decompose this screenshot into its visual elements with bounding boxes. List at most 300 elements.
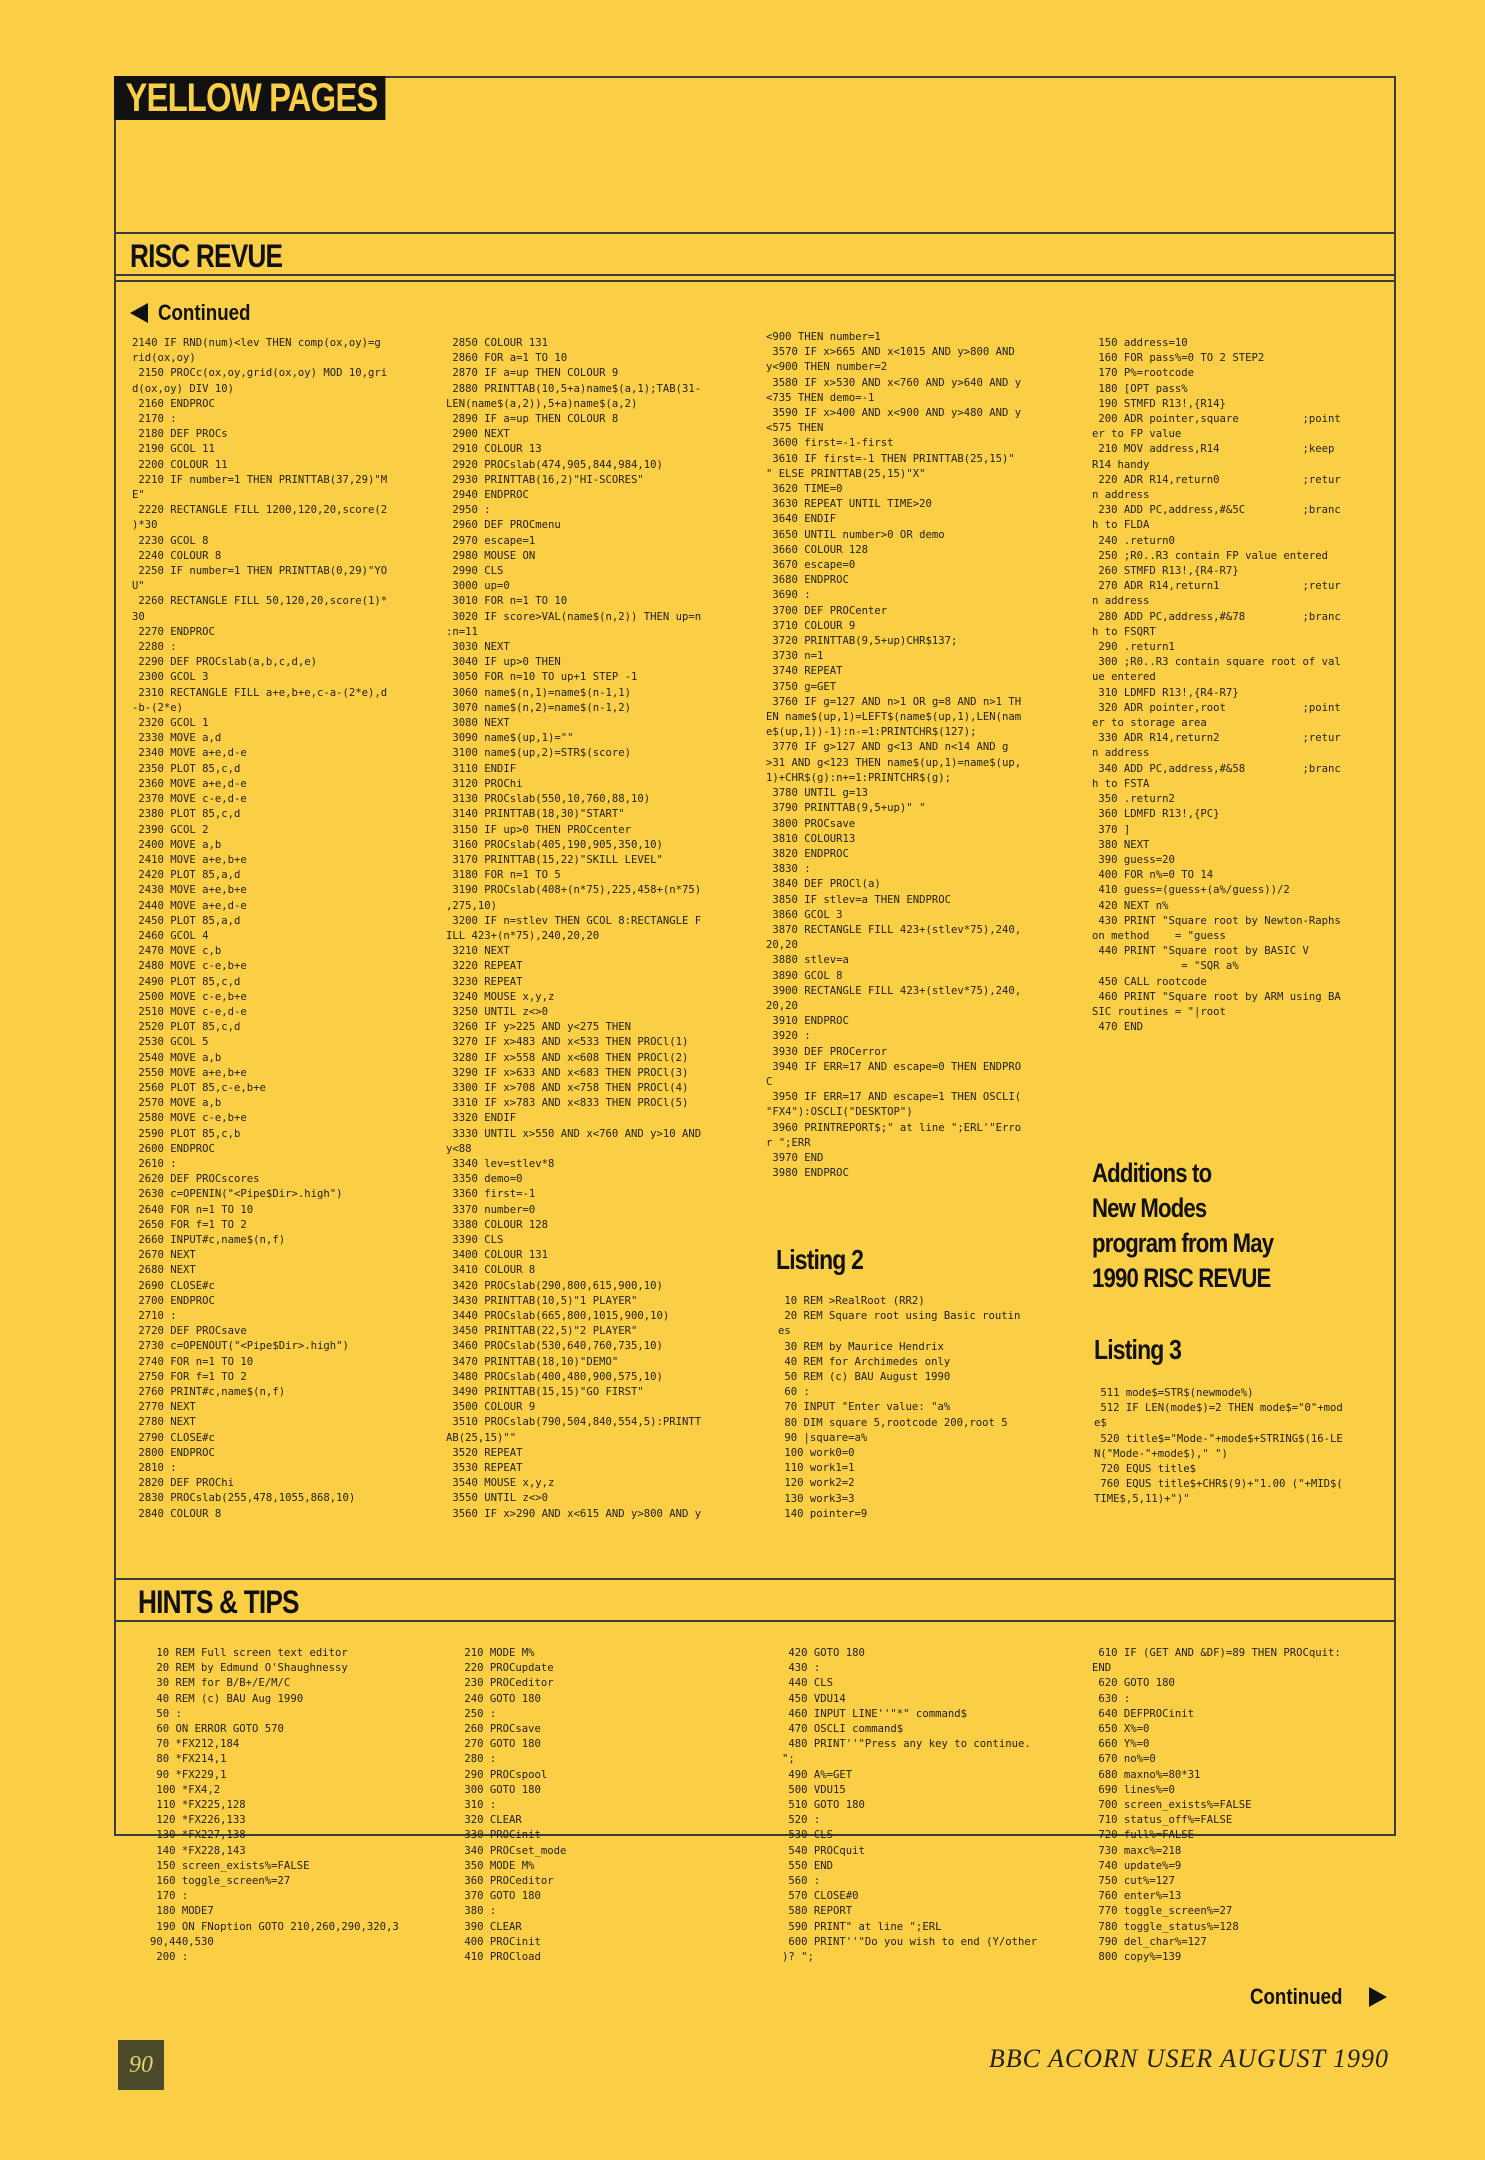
code-line: 3930 DEF PROCerror	[766, 1045, 888, 1058]
code-column-4	[1092, 336, 1388, 1035]
code-line: 2890 IF a=up THEN COLOUR 8	[446, 413, 619, 426]
code-line: 2270 ENDPROC	[132, 625, 215, 638]
code-line: h to FSTA	[1092, 777, 1150, 790]
code-line: 90 |square=a%	[778, 1431, 868, 1444]
code-line: 130 work3=3	[778, 1492, 855, 1505]
code-line: 20,20	[766, 939, 798, 952]
code-line: 2780 NEXT	[132, 1416, 196, 1429]
code-line: 2160 ENDPROC	[132, 397, 215, 410]
code-line: 2290 DEF PROCslab(a,b,c,d,e)	[132, 656, 317, 669]
code-line: 490 A%=GET	[782, 1768, 853, 1781]
code-line: 3070 name$(n,2)=name$(n-1,2)	[446, 701, 631, 714]
code-line: 50 REM (c) BAU August 1990	[778, 1371, 951, 1384]
code-line: <735 THEN demo=-1	[766, 391, 875, 404]
code-line: R14 handy	[1092, 458, 1150, 471]
code-line: 2140 IF RND(num)<lev THEN comp(ox,oy)=g	[132, 337, 381, 349]
code-line: 2870 IF a=up THEN COLOUR 9	[446, 367, 619, 380]
code-line: 2620 DEF PROCscores	[132, 1173, 260, 1186]
code-line: h to FLDA	[1092, 519, 1150, 532]
code-line: 290 .return1	[1092, 641, 1175, 654]
code-line: 3310 IF x>783 AND x<833 THEN PROCl(5)	[446, 1097, 689, 1110]
code-line: 50 :	[150, 1707, 182, 1720]
code-line: 2300 GCOL 3	[132, 671, 209, 684]
code-line: 30 REM for B/B+/E/M/C	[150, 1677, 291, 1690]
code-line: 3250 UNTIL z<>0	[446, 1005, 549, 1018]
code-line: 2520 PLOT 85,c,d	[132, 1021, 241, 1034]
code-line: 3880 stlev=a	[766, 954, 849, 967]
code-line: 100 *FX4,2	[150, 1783, 221, 1796]
code-line: 2440 MOVE a+e,d-e	[132, 899, 247, 912]
code-line: 3160 PROCslab(405,190,905,350,10)	[446, 838, 663, 851]
magazine-footer: BBC ACORN USER AUGUST 1990	[988, 2044, 1389, 2073]
code-line: 300 ;R0..R3 contain square root of val	[1092, 656, 1341, 669]
code-line: 3900 RECTANGLE FILL 423+(stlev*75),240,	[766, 984, 1022, 997]
code-line: 2930 PRINTTAB(16,2)"HI-SCORES"	[446, 473, 644, 486]
code-line: 2550 MOVE a+e,b+e	[132, 1066, 247, 1079]
code-line: 3950 IF ERR=17 AND escape=1 THEN OSCLI(	[766, 1091, 1022, 1104]
code-line: 3040 IF up>0 THEN	[446, 656, 561, 669]
code-line: 10 REM >RealRoot (RR2)	[778, 1295, 925, 1307]
code-line: 160 FOR pass%=0 TO 2 STEP2	[1092, 352, 1265, 365]
arrow-left-icon	[130, 303, 148, 323]
code-line: 720 EQUS title$	[1094, 1463, 1197, 1476]
code-line: 350 .return2	[1092, 793, 1175, 806]
code-line: 3980 ENDPROC	[766, 1167, 849, 1180]
code-line: 3470 PRINTTAB(18,10)"DEMO"	[446, 1355, 619, 1368]
code-line: n address	[1092, 489, 1150, 502]
code-line: 280 :	[458, 1753, 497, 1766]
code-line: n address	[1092, 747, 1150, 760]
code-line: 2770 NEXT	[132, 1401, 196, 1414]
code-line: 740 update%=9	[1092, 1859, 1182, 1872]
code-line: 3430 PRINTTAB(10,5)"1 PLAYER"	[446, 1294, 638, 1307]
code-line: 330 ADR R14,return2 ;retur	[1092, 732, 1341, 745]
code-line: 530 CLS	[782, 1829, 834, 1842]
code-line: er to FP value	[1092, 428, 1182, 441]
code-line: 140 *FX228,143	[150, 1844, 246, 1857]
code-line: 3510 PROCslab(790,504,840,554,5):PRINTT	[446, 1416, 702, 1429]
code-line: 3640 ENDIF	[766, 513, 837, 526]
code-line: 390 guess=20	[1092, 853, 1175, 866]
code-line: 2480 MOVE c-e,b+e	[132, 960, 247, 973]
code-line: 120 work2=2	[778, 1477, 855, 1490]
code-line: 640 DEFPROCinit	[1092, 1707, 1195, 1720]
code-line: 3770 IF g>127 AND g<13 AND n<14 AND g	[766, 741, 1009, 754]
code-line: 2410 MOVE a+e,b+e	[132, 853, 247, 866]
code-line: rid(ox,oy)	[132, 352, 196, 365]
code-line: 3800 PROCsave	[766, 817, 856, 830]
code-line: 2710 :	[132, 1310, 177, 1322]
code-column-2	[446, 336, 746, 1522]
code-line: 3790 PRINTTAB(9,5+up)" "	[766, 802, 926, 815]
code-line: 440 CLS	[782, 1677, 834, 1690]
code-line: ILL 423+(n*75),240,20,20	[446, 929, 600, 942]
code-line: 3850 IF stlev=a THEN ENDPROC	[766, 893, 951, 906]
code-line: 2730 c=OPENOUT("<Pipe$Dir>.high")	[132, 1340, 349, 1353]
code-line: 3090 name$(up,1)=""	[446, 732, 574, 745]
code-line: 370 GOTO 180	[458, 1890, 541, 1903]
code-line: ue entered	[1092, 671, 1156, 684]
code-line: 400 FOR n%=0 TO 14	[1092, 869, 1214, 882]
code-line: 2530 GCOL 5	[132, 1036, 209, 1049]
code-line: ";	[782, 1753, 795, 1766]
code-line: 2240 COLOUR 8	[132, 549, 222, 562]
code-line: 270 GOTO 180	[458, 1738, 541, 1751]
code-line: 30 REM by Maurice Hendrix	[778, 1340, 944, 1353]
code-line: 300 GOTO 180	[458, 1783, 541, 1796]
code-line: 10 REM Full screen text editor	[150, 1647, 348, 1659]
code-line: 3260 IF y>225 AND y<275 THEN	[446, 1021, 631, 1034]
code-line: 3620 TIME=0	[766, 483, 843, 496]
code-line: 2670 NEXT	[132, 1249, 196, 1262]
code-line: 480 PRINT''"Press any key to continue.	[782, 1738, 1031, 1751]
code-line: 40 REM (c) BAU Aug 1990	[150, 1692, 304, 1705]
code-line: 180 [OPT pass%	[1092, 382, 1188, 395]
code-line: 2700 ENDPROC	[132, 1294, 215, 1307]
code-line: 2680 NEXT	[132, 1264, 196, 1277]
listing-2-heading: Listing 2	[776, 1244, 864, 1275]
code-line: 2360 MOVE a+e,d-e	[132, 777, 247, 790]
code-line: TIME$,5,11)+")"	[1094, 1493, 1190, 1506]
code-line: 90,440,530	[150, 1935, 214, 1948]
code-line: C	[766, 1075, 773, 1088]
code-line: 360 PROCeditor	[458, 1875, 554, 1888]
code-line: 580 REPORT	[782, 1905, 853, 1918]
hints-code-column-2	[458, 1646, 748, 1965]
code-line: h to FSQRT	[1092, 625, 1156, 638]
code-line: 3590 IF x>400 AND x<900 AND y>480 AND y	[766, 407, 1022, 420]
code-line: 90 *FX229,1	[150, 1768, 227, 1781]
code-line: 80 DIM square 5,rootcode 200,root 5	[778, 1416, 1008, 1429]
code-line: 780 toggle_status%=128	[1092, 1920, 1239, 1933]
code-line: 590 PRINT" at line ";ERL	[782, 1920, 942, 1933]
code-line: 3520 REPEAT	[446, 1446, 523, 1459]
code-line: 2840 COLOUR 8	[132, 1507, 222, 1520]
code-line: 511 mode$=STR$(newmode%)	[1094, 1387, 1254, 1399]
risc-revue-heading: RISC REVUE	[130, 238, 283, 274]
code-line: 3730 n=1	[766, 650, 824, 663]
code-line: 2420 PLOT 85,a,d	[132, 869, 241, 882]
code-line: 100 work0=0	[778, 1447, 855, 1460]
code-line: 20,20	[766, 999, 798, 1012]
code-line: 3460 PROCslab(530,640,760,735,10)	[446, 1340, 663, 1353]
code-line: 2390 GCOL 2	[132, 823, 209, 836]
code-line: on method = "guess	[1092, 929, 1226, 942]
code-line: 2720 DEF PROCsave	[132, 1325, 247, 1338]
code-line: -b-(2*e)	[132, 701, 184, 714]
code-line: 140 pointer=9	[778, 1507, 868, 1520]
code-line: 2970 escape=1	[446, 534, 536, 547]
code-line: 250 :	[458, 1707, 497, 1720]
code-line: 720 full%=FALSE	[1092, 1829, 1195, 1842]
code-line: 730 maxc%=218	[1092, 1844, 1182, 1857]
code-line: 3030 NEXT	[446, 641, 510, 654]
code-line: 230 ADD PC,address,#&5C ;branc	[1092, 504, 1341, 517]
code-line: 600 PRINT''"Do you wish to end (Y/other	[782, 1935, 1038, 1948]
code-line: 520 :	[782, 1814, 821, 1827]
code-line: 690 lines%=0	[1092, 1783, 1175, 1796]
code-line: 150 screen_exists%=FALSE	[150, 1859, 310, 1872]
code-line: 2690 CLOSE#c	[132, 1279, 215, 1292]
code-line: 440 PRINT "Square root by BASIC V	[1092, 945, 1309, 958]
code-line: 2170 :	[132, 413, 177, 426]
code-line: 370 ]	[1092, 823, 1131, 836]
code-line: 3860 GCOL 3	[766, 908, 843, 921]
code-line: 320 CLEAR	[458, 1814, 522, 1827]
code-line: 500 VDU15	[782, 1783, 846, 1796]
code-line: 2500 MOVE c-e,b+e	[132, 990, 247, 1003]
code-line: 310 :	[458, 1799, 497, 1812]
code-line: >31 AND g<123 THEN name$(up,1)=name$(up,	[766, 756, 1022, 769]
code-line: 2820 DEF PROChi	[132, 1477, 235, 1490]
code-line: 512 IF LEN(mode$)=2 THEN mode$="0"+mod	[1094, 1402, 1343, 1415]
hints-code-column-3	[782, 1646, 1072, 1965]
code-line: 560 :	[782, 1875, 821, 1888]
code-line: 2740 FOR n=1 TO 10	[132, 1355, 254, 1368]
code-line: 160 toggle_screen%=27	[150, 1875, 291, 1888]
code-line: SIC routines = "|root	[1092, 1005, 1226, 1018]
code-line: 3580 IF x>530 AND x<760 AND y>640 AND y	[766, 376, 1022, 389]
code-line: 2250 IF number=1 THEN PRINTTAB(0,29)"YO	[132, 565, 388, 578]
code-line: 470 END	[1092, 1021, 1144, 1034]
hints-code-column-4	[1092, 1646, 1388, 1965]
code-line: 3130 PROCslab(550,10,760,88,10)	[446, 793, 651, 806]
code-line: 2590 PLOT 85,c,b	[132, 1127, 241, 1140]
code-line: 330 PROCinit	[458, 1829, 541, 1842]
code-line: n address	[1092, 595, 1150, 608]
code-line: 3340 lev=stlev*8	[446, 1157, 555, 1170]
code-line: 70 INPUT "Enter value: "a%	[778, 1401, 951, 1414]
code-line: 2320 GCOL 1	[132, 717, 209, 730]
code-line: 3680 ENDPROC	[766, 574, 849, 587]
code-line: 230 PROCeditor	[458, 1677, 554, 1690]
code-line: 3020 IF score>VAL(name$(n,2)) THEN up=n	[446, 610, 702, 623]
code-line: 30	[132, 610, 145, 623]
code-line: 3380 COLOUR 128	[446, 1218, 549, 1231]
code-line: EN name$(up,1)=LEFT$(name$(up,1),LEN(nam	[766, 711, 1022, 724]
code-line: 2570 MOVE a,b	[132, 1097, 222, 1110]
code-line: 2810 :	[132, 1462, 177, 1475]
code-line: 210 MODE M%	[458, 1647, 535, 1659]
code-line: e$	[1094, 1417, 1107, 1430]
code-line: 2920 PROCslab(474,905,844,984,10)	[446, 458, 663, 471]
code-line: 2910 COLOUR 13	[446, 443, 542, 456]
code-line: 2350 PLOT 85,c,d	[132, 762, 241, 775]
code-line: 2790 CLOSE#c	[132, 1431, 215, 1444]
code-line: 2900 NEXT	[446, 428, 510, 441]
code-line: 2580 MOVE c-e,b+e	[132, 1112, 247, 1125]
additions-line: Additions to	[1092, 1158, 1212, 1188]
code-line: e$(up,1))-1):n-=1:PRINTCHR$(127);	[766, 726, 977, 739]
code-line: 3840 DEF PROCl(a)	[766, 878, 881, 891]
code-line: 110 work1=1	[778, 1462, 855, 1475]
code-line: 3530 REPEAT	[446, 1462, 523, 1475]
code-line: 20 REM Square root using Basic routin	[778, 1310, 1021, 1323]
code-line: 3280 IF x>558 AND x<608 THEN PROCl(2)	[446, 1051, 689, 1064]
code-line: 3290 IF x>633 AND x<683 THEN PROCl(3)	[446, 1066, 689, 1079]
code-line: 3270 IF x>483 AND x<533 THEN PROCl(1)	[446, 1036, 689, 1049]
code-line: 460 PRINT "Square root by ARM using BA	[1092, 990, 1341, 1003]
code-line: 270 ADR R14,return1 ;retur	[1092, 580, 1341, 593]
code-line: 80 *FX214,1	[150, 1753, 227, 1766]
code-line: 2560 PLOT 85,c-e,b+e	[132, 1081, 266, 1094]
code-line: 3190 PROCslab(408+(n*75),225,458+(n*75)	[446, 884, 702, 897]
listing-2-code	[778, 1294, 1078, 1522]
code-line: 520 title$="Mode-"+mode$+STRING$(16-LE	[1094, 1432, 1343, 1445]
code-line: 130 *FX227,138	[150, 1829, 246, 1842]
code-line: 2210 IF number=1 THEN PRINTTAB(37,29)"M	[132, 473, 388, 486]
code-line: 1)+CHR$(g):n+=1:PRINTCHR$(g);	[766, 771, 951, 784]
code-line: 2380 PLOT 85,c,d	[132, 808, 241, 821]
code-line: 390 CLEAR	[458, 1920, 522, 1933]
code-line: 3080 NEXT	[446, 717, 510, 730]
code-line: 2650 FOR f=1 TO 2	[132, 1218, 247, 1231]
code-line: 40 REM for Archimedes only	[778, 1355, 951, 1368]
code-line: 710 status_off%=FALSE	[1092, 1814, 1233, 1827]
code-line: 2490 PLOT 85,c,d	[132, 975, 241, 988]
code-line: LEN(name$(a,2)),5+a)name$(a,2)	[446, 397, 638, 410]
code-line: 20 REM by Edmund O'Shaughnessy	[150, 1662, 348, 1675]
code-line: 3390 CLS	[446, 1233, 504, 1246]
code-line: 380 NEXT	[1092, 838, 1150, 851]
code-line: 790 del_char%=127	[1092, 1935, 1207, 1948]
code-line: 3780 UNTIL g=13	[766, 787, 869, 800]
code-line: 380 :	[458, 1905, 497, 1918]
code-line: :n=11	[446, 625, 478, 638]
code-line: 420 NEXT n%	[1092, 899, 1169, 912]
code-line: d(ox,oy) DIV 10)	[132, 382, 235, 395]
additions-line: New Modes	[1092, 1193, 1207, 1223]
code-line: 610 IF (GET AND &DF)=89 THEN PROCquit:	[1092, 1647, 1341, 1659]
code-line: 540 PROCquit	[782, 1844, 865, 1857]
code-line: 70 *FX212,184	[150, 1738, 240, 1751]
listing-3-code	[1094, 1386, 1390, 1508]
code-line: 450 CALL rootcode	[1092, 975, 1207, 988]
code-line: y<88	[446, 1142, 472, 1155]
code-line: 3100 name$(up,2)=STR$(score)	[446, 747, 631, 760]
code-line: 3660 COLOUR 128	[766, 543, 869, 556]
code-line: 2330 MOVE a,d	[132, 732, 222, 745]
code-line: 240 GOTO 180	[458, 1692, 541, 1705]
code-line: 3490 PRINTTAB(15,15)"GO FIRST"	[446, 1386, 644, 1399]
code-line: 2640 FOR n=1 TO 10	[132, 1203, 254, 1216]
code-line: 3120 PROChi	[446, 777, 523, 790]
code-line: " ELSE PRINTTAB(25,15)"X"	[766, 467, 926, 480]
code-line: 3000 up=0	[446, 580, 510, 593]
continued-label: Continued	[158, 300, 251, 325]
code-line: 3650 UNTIL number>0 OR demo	[766, 528, 945, 541]
code-line: 2370 MOVE c-e,d-e	[132, 793, 247, 806]
code-line: 2400 MOVE a,b	[132, 838, 222, 851]
code-line: 660 Y%=0	[1092, 1738, 1150, 1751]
code-line: 170 P%=rootcode	[1092, 367, 1195, 380]
code-line: 2950 :	[446, 504, 491, 517]
continued-marker-top	[130, 300, 267, 326]
code-line: 3440 PROCslab(665,800,1015,900,10)	[446, 1310, 670, 1322]
code-line: END	[1092, 1662, 1112, 1675]
code-line: 2990 CLS	[446, 565, 504, 578]
code-line: 3540 MOUSE x,y,z	[446, 1477, 555, 1490]
code-line: 700 screen_exists%=FALSE	[1092, 1799, 1252, 1812]
code-line: 630 :	[1092, 1692, 1131, 1705]
code-line: 190 STMFD R13!,{R14}	[1092, 397, 1226, 410]
code-line: 410 guess=(guess+(a%/guess))/2	[1092, 884, 1290, 897]
code-line: 670 no%=0	[1092, 1753, 1156, 1766]
code-line: 3240 MOUSE x,y,z	[446, 990, 555, 1003]
code-line: 280 ADD PC,address,#&78 ;branc	[1092, 610, 1341, 623]
code-line: 2850 COLOUR 131	[446, 337, 549, 349]
code-line: 470 OSCLI command$	[782, 1723, 904, 1736]
code-line: 350 MODE M%	[458, 1859, 535, 1872]
code-line: 2830 PROCslab(255,478,1055,868,10)	[132, 1492, 356, 1505]
code-line: 460 INPUT LINE''"*" command$	[782, 1707, 967, 1720]
code-line: 3220 REPEAT	[446, 960, 523, 973]
code-line: 2610 :	[132, 1157, 177, 1170]
code-line: 3760 IF g=127 AND n>1 OR g=8 AND n>1 TH	[766, 695, 1022, 708]
hints-code-column-1	[150, 1646, 440, 1965]
code-line: 3810 COLOUR13	[766, 832, 856, 845]
code-line: 3630 REPEAT UNTIL TIME>20	[766, 498, 932, 511]
code-line: 3320 ENDIF	[446, 1112, 517, 1125]
code-line: 800 copy%=139	[1092, 1951, 1182, 1964]
code-line: 3600 first=-1-first	[766, 437, 894, 450]
code-line: 3690 :	[766, 589, 811, 602]
code-line: 2510 MOVE c-e,d-e	[132, 1005, 247, 1018]
code-line: 3400 COLOUR 131	[446, 1249, 549, 1262]
code-line: 290 PROCspool	[458, 1768, 548, 1781]
code-line: 3420 PROCslab(290,800,615,900,10)	[446, 1279, 663, 1292]
code-line: 170 :	[150, 1890, 189, 1903]
code-line: 770 toggle_screen%=27	[1092, 1905, 1233, 1918]
code-line: 260 STMFD R13!,{R4-R7}	[1092, 565, 1239, 578]
code-line: 3710 COLOUR 9	[766, 619, 856, 632]
code-line: 3230 REPEAT	[446, 975, 523, 988]
code-line: 3350 demo=0	[446, 1173, 523, 1186]
code-line: 190 ON FNoption GOTO 210,260,290,320,3	[150, 1920, 399, 1933]
code-line: 360 LDMFD R13!,{PC}	[1092, 808, 1220, 821]
code-line: 450 VDU14	[782, 1692, 846, 1705]
code-line: 680 maxno%=80*31	[1092, 1768, 1201, 1781]
additions-line: program from May	[1092, 1228, 1274, 1258]
code-line: 3410 COLOUR 8	[446, 1264, 536, 1277]
code-line: 2750 FOR f=1 TO 2	[132, 1370, 247, 1383]
code-line: 3720 PRINTTAB(9,5+up)CHR$137;	[766, 635, 958, 648]
code-line: 430 PRINT "Square root by Newton-Raphs	[1092, 914, 1341, 927]
code-line: 2800 ENDPROC	[132, 1446, 215, 1459]
code-line: 3970 END	[766, 1151, 824, 1164]
code-line: 3890 GCOL 8	[766, 969, 843, 982]
code-line: 3060 name$(n,1)=name$(n-1,1)	[446, 686, 631, 699]
code-line: es	[778, 1325, 791, 1338]
code-line: 3700 DEF PROCenter	[766, 604, 888, 617]
code-line: y<900 THEN number=2	[766, 361, 888, 374]
additions-heading	[1092, 1156, 1273, 1296]
code-line: 3870 RECTANGLE FILL 423+(stlev*75),240,	[766, 923, 1022, 936]
code-line: 2260 RECTANGLE FILL 50,120,20,score(1)*	[132, 595, 388, 608]
code-line: 220 ADR R14,return0 ;retur	[1092, 473, 1341, 486]
code-line: 3750 g=GET	[766, 680, 837, 693]
code-line: 2190 GCOL 11	[132, 443, 215, 456]
code-line: 3170 PRINTTAB(15,22)"SKILL LEVEL"	[446, 853, 663, 866]
code-line: 3560 IF x>290 AND x<615 AND y>800 AND y	[446, 1507, 702, 1520]
section-title: YELLOW PAGES	[114, 76, 386, 120]
code-line: 2150 PROCc(ox,oy,grid(ox,oy) MOD 10,gri	[132, 367, 388, 380]
hints-heading: HINTS & TIPS	[138, 1584, 299, 1620]
code-line: 340 PROCset_mode	[458, 1844, 567, 1857]
code-line: 3180 FOR n=1 TO 5	[446, 869, 561, 882]
code-line: 240 .return0	[1092, 534, 1175, 547]
code-line: 3820 ENDPROC	[766, 847, 849, 860]
